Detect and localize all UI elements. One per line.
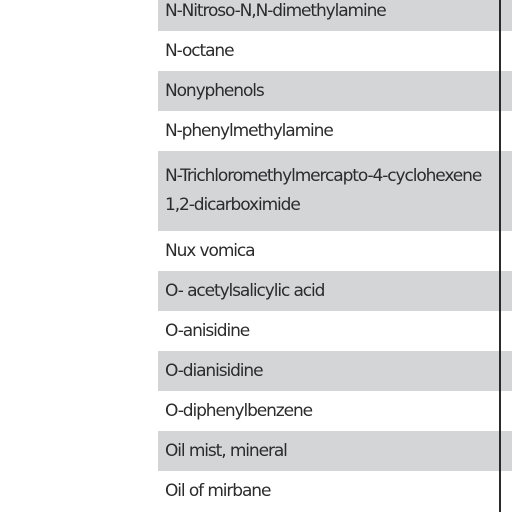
substance-name-cell: N-octane	[165, 40, 234, 61]
table-row	[158, 351, 512, 391]
substance-name-cell: Nux vomica	[165, 240, 255, 261]
table-row	[158, 311, 512, 351]
value-cell	[499, 271, 512, 311]
table-row	[158, 31, 512, 71]
table-row	[158, 391, 512, 431]
value-cell	[499, 391, 512, 431]
substance-name-cell: Oil mist, mineral	[165, 440, 287, 461]
table-row	[158, 71, 512, 111]
value-cell	[499, 111, 512, 151]
substance-name-cell: N-Trichloromethylmercapto-4-cyclohexene 1,2-dicarboximide	[165, 166, 482, 215]
table-row	[158, 111, 512, 151]
value-cell	[499, 0, 512, 31]
substance-name-cell: N-phenylmethylamine	[165, 120, 333, 141]
value-cell	[499, 71, 512, 111]
substance-name-cell: O-anisidine	[165, 320, 250, 341]
substance-name-cell: O-dianisidine	[165, 360, 263, 381]
table-row	[158, 471, 512, 511]
value-cell	[499, 351, 512, 391]
substance-name-cell: O-diphenylbenzene	[165, 400, 313, 421]
substance-name-cell: Oil of mirbane	[165, 480, 271, 501]
value-cell	[499, 231, 512, 271]
substance-name-cell: O- acetylsalicylic acid	[165, 280, 325, 301]
table-row	[158, 151, 512, 231]
column-divider	[499, 0, 501, 512]
substance-name-cell: Nonyphenols	[165, 80, 264, 101]
value-cell	[499, 311, 512, 351]
table-row	[158, 431, 512, 471]
table-row	[158, 271, 512, 311]
table-row	[158, 231, 512, 271]
value-cell	[499, 31, 512, 71]
value-cell	[499, 151, 512, 231]
table-row	[158, 0, 512, 31]
chemical-table	[158, 0, 512, 511]
value-cell	[499, 471, 512, 511]
substance-name-cell: N-Nitroso-N,N-dimethylamine	[165, 0, 386, 21]
value-cell	[499, 431, 512, 471]
